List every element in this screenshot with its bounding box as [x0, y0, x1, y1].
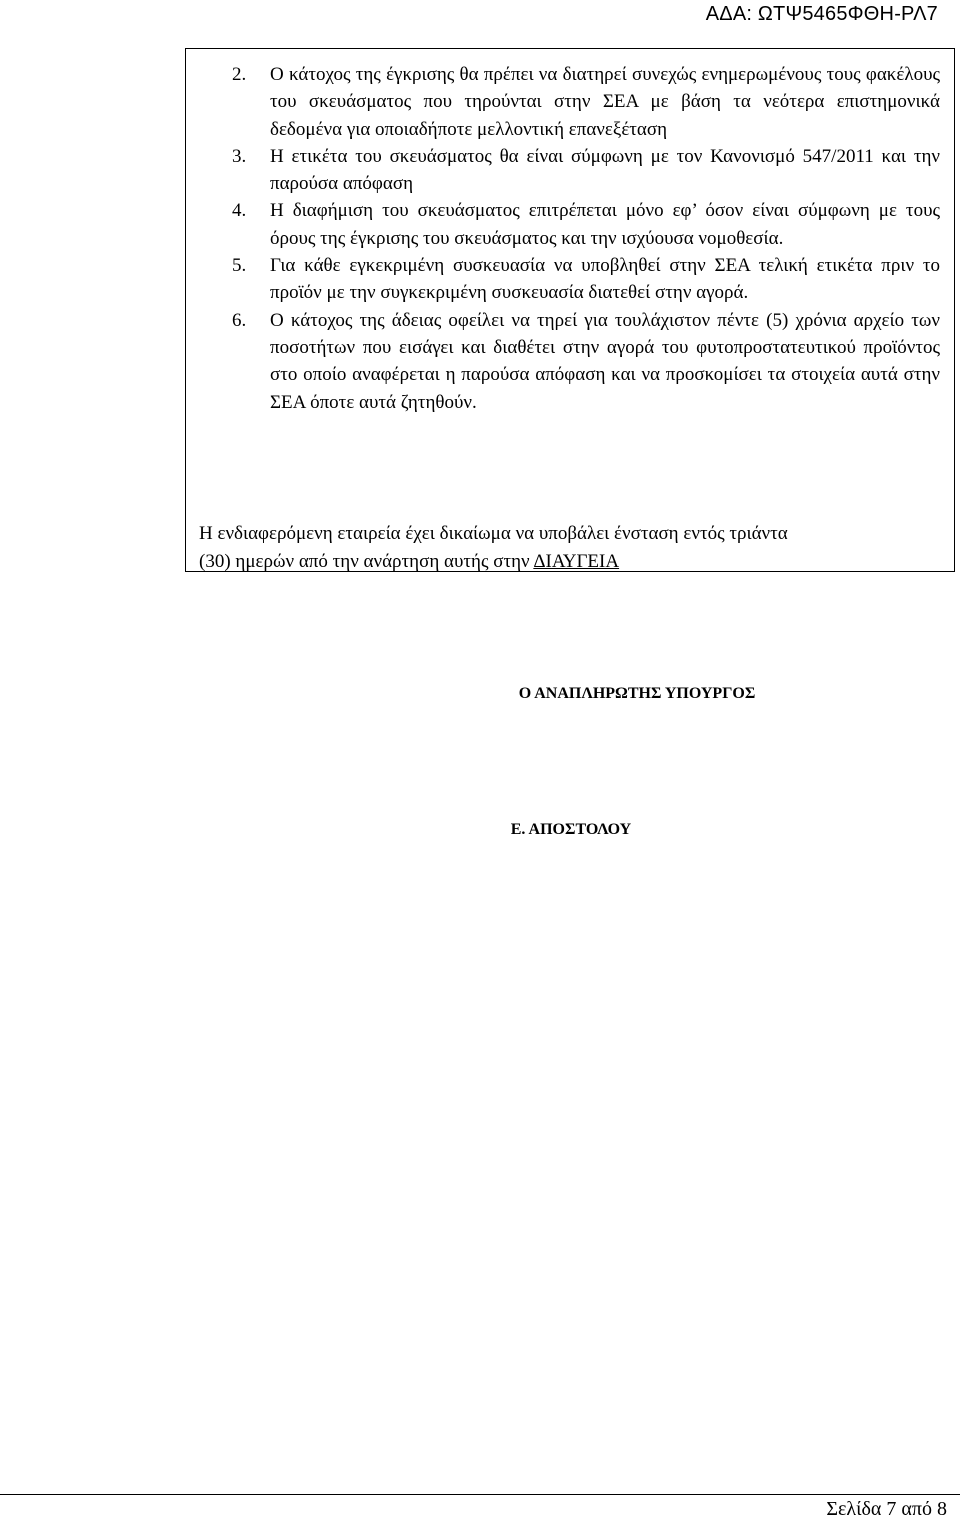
objection-line-2 [199, 548, 941, 576]
item-text: Ο κάτοχος της άδειας οφείλει να τηρεί για τουλάχιστον πέντε (5) χρόνια αρχείο των ποσοτήτων που εισάγει και διαθέτει στην αγορά του φυτοπροστατευτικού προϊόντος στο οποίο αναφέρεται η παρούσα απόφαση και να προσκομίσει τα στοιχεία αυτά στην ΣΕΑ όποτε αυτά ζητηθούν. [270, 309, 940, 413]
ada-code: ΑΔΑ: ΩΤΨ5465ΦΘΗ-ΡΛ7 [705, 3, 938, 25]
item-text: Για κάθε εγκεκριμένη συσκευασία να υποβληθεί στην ΣΕΑ τελική ετικέτα πριν το προϊόν με την συγκεκριμένη συσκευασία διατεθεί στην αγορά. [270, 255, 940, 304]
condition-item-4 [186, 197, 954, 252]
item-number: 3. [232, 145, 247, 167]
condition-item-6 [186, 307, 954, 416]
objection-line-1: Η ενδιαφερόμενη εταιρεία έχει δικαίωμα να υποβάλει ένσταση εντός τριάντα [199, 523, 788, 544]
item-number: 4. [232, 200, 247, 222]
objection-notice [199, 520, 941, 575]
item-text: Η ετικέτα του σκευάσματος θα είναι σύμφωνη με τον Κανονισμό 547/2011 και την παρούσα απόφαση [270, 145, 940, 195]
item-number: 2. [232, 64, 247, 85]
signatory-name: Ε. ΑΠΟΣΤΟΛΟΥ [510, 821, 632, 838]
condition-item-2 [186, 61, 954, 143]
conditions-list [186, 61, 954, 416]
footer-divider [0, 1494, 960, 1495]
condition-item-3 [186, 143, 954, 198]
objection-line-2-text: (30) ημερών από την ανάρτηση αυτής στην [199, 550, 534, 572]
item-number: 5. [232, 255, 247, 277]
item-number: 6. [232, 309, 247, 331]
diavgeia-link[interactable]: ΔΙΑΥΓΕΙΑ [533, 550, 620, 572]
conditions-box [185, 48, 955, 572]
condition-item-5 [186, 252, 954, 307]
signatory-title: Ο ΑΝΑΠΛΗΡΩΤΗΣ ΥΠΟΥΡΓΟΣ [518, 685, 756, 702]
item-text: Η διαφήμιση του σκευάσματος επιτρέπεται μόνο εφ’ όσον είναι σύμφωνη με τους όρους της έγκρισης του σκευάσματος και την ισχύουσα νομοθεσία. [270, 200, 940, 249]
page-number: Σελίδα 7 από 8 [826, 1498, 947, 1520]
item-text: Ο κάτοχος της έγκρισης θα πρέπει να διατηρεί συνεχώς ενημερωμένους τους φακέλους του σκευάσματος που τηρούνται στην ΣΕΑ με βάση τα νεότερα επιστημονικά δεδομένα για οποιαδήποτε μελλοντική επανεξέταση [270, 64, 940, 140]
